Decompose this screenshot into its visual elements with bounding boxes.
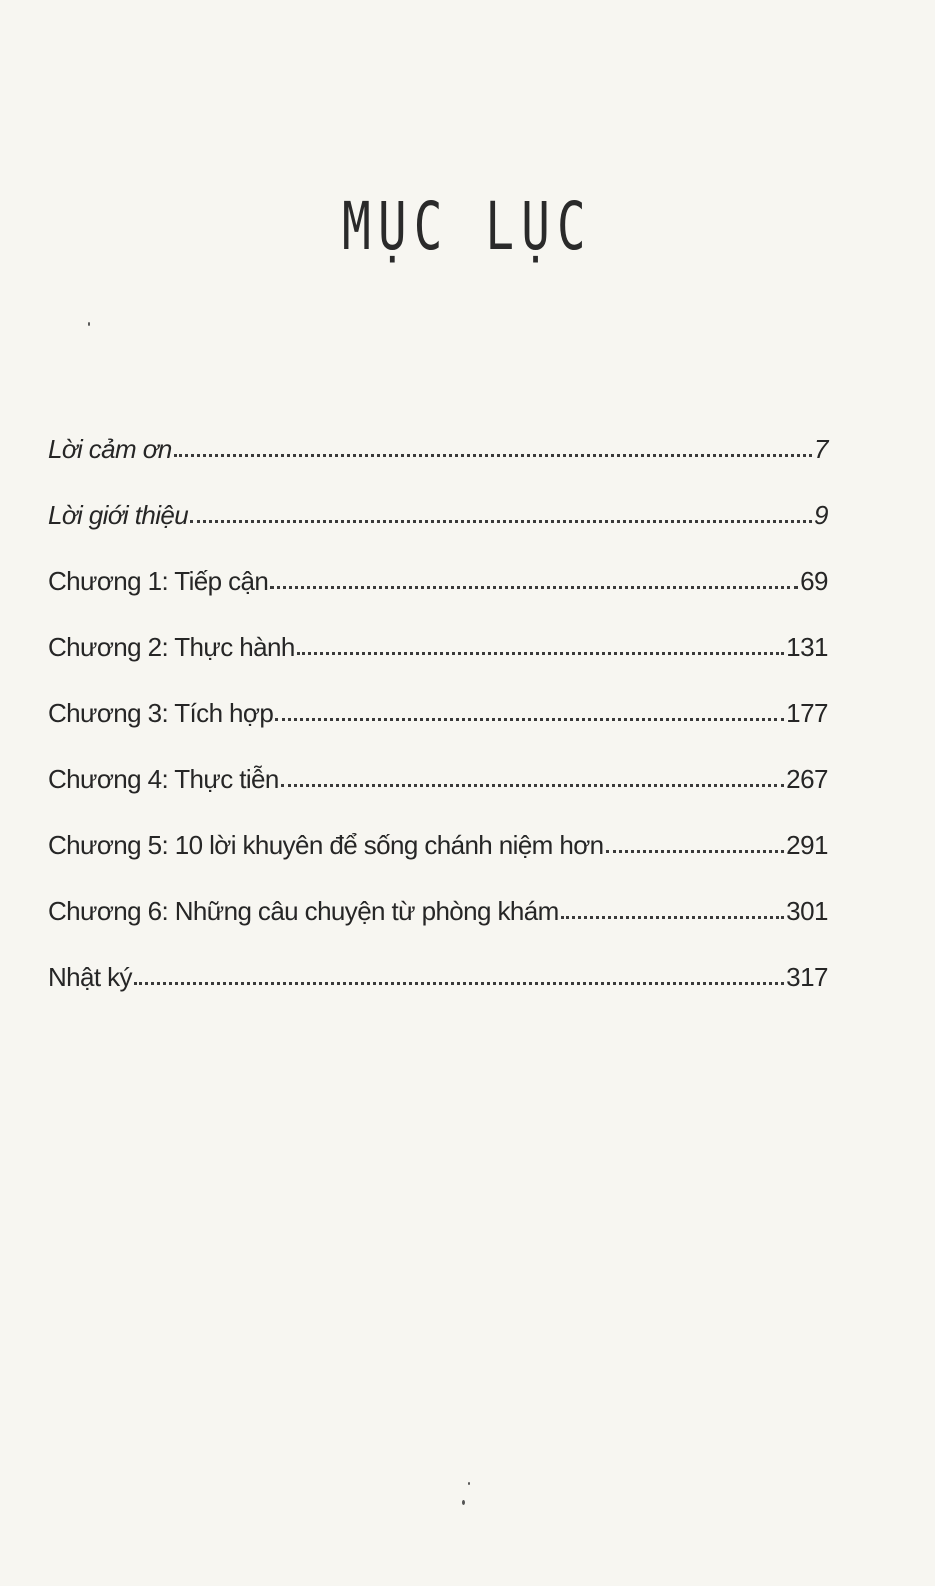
toc-entry-label: Chương 3: Tích hợp <box>48 698 274 728</box>
dot-leader <box>270 585 798 589</box>
toc-entry-page: 7 <box>814 434 828 464</box>
toc-entry-page: 291 <box>786 830 828 860</box>
dot-leader <box>281 783 784 787</box>
toc-entry-page: 301 <box>786 896 828 926</box>
paper-speck <box>462 1500 465 1505</box>
toc-entry-chapter-3[interactable] <box>48 662 828 728</box>
toc-entry-page: 9 <box>814 500 828 530</box>
toc-entry-acknowledgements[interactable] <box>48 398 828 464</box>
toc-entry-label: Chương 6: Những câu chuyện từ phòng khám <box>48 896 559 926</box>
table-of-contents <box>48 398 828 992</box>
toc-entry-label: Chương 5: 10 lời khuyên để sống chánh niệm hơn <box>48 830 604 860</box>
toc-entry-page: 69 <box>800 566 828 596</box>
toc-entry-introduction[interactable] <box>48 464 828 530</box>
paper-speck <box>88 322 90 326</box>
toc-entry-label: Chương 1: Tiếp cận <box>48 566 269 596</box>
toc-entry-chapter-4[interactable] <box>48 728 828 794</box>
dot-leader <box>561 915 784 919</box>
dot-leader <box>275 717 784 721</box>
dot-leader <box>134 981 784 985</box>
toc-entry-chapter-5[interactable] <box>48 794 828 860</box>
dot-leader <box>174 453 812 457</box>
toc-entry-chapter-6[interactable] <box>48 860 828 926</box>
toc-entry-label: Chương 4: Thực tiễn <box>48 764 279 794</box>
toc-entry-label: Nhật ký <box>48 962 132 992</box>
toc-entry-page: 177 <box>786 698 828 728</box>
toc-entry-label: Lời cảm ơn <box>48 434 172 464</box>
dot-leader <box>190 519 812 523</box>
dot-leader <box>606 849 785 853</box>
toc-entry-chapter-1[interactable] <box>48 530 828 596</box>
dot-leader <box>297 651 784 655</box>
toc-entry-chapter-2[interactable] <box>48 596 828 662</box>
toc-entry-label: Chương 2: Thực hành <box>48 632 295 662</box>
toc-entry-page: 317 <box>786 962 828 992</box>
page-title: MỤC LỤC <box>342 188 593 265</box>
paper-speck <box>468 1482 470 1485</box>
toc-entry-page: 267 <box>786 764 828 794</box>
toc-entry-journal[interactable] <box>48 926 828 992</box>
toc-entry-page: 131 <box>786 632 828 662</box>
toc-entry-label: Lời giới thiệu <box>48 500 189 530</box>
